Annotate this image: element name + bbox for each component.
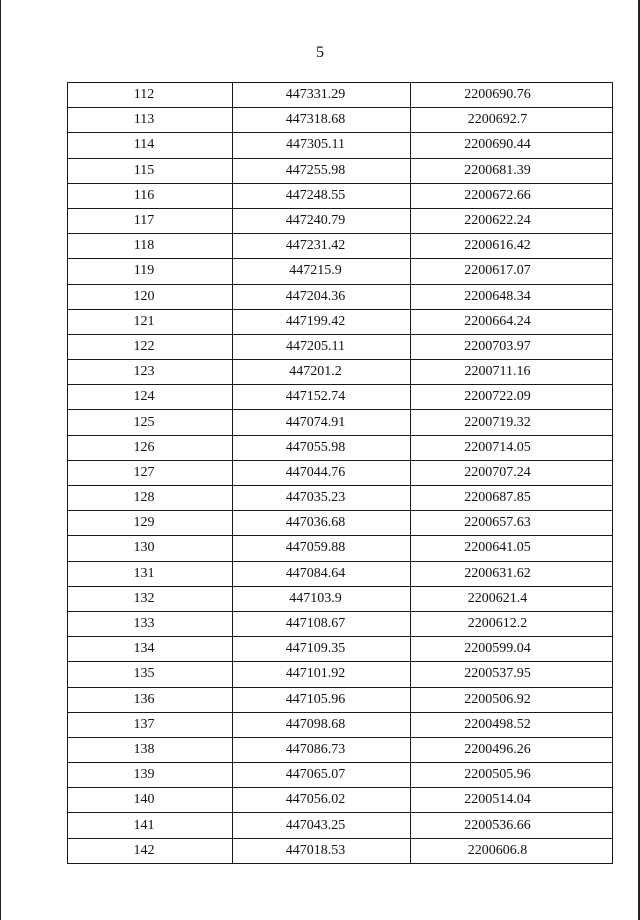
point-number-cell: 126 <box>68 435 233 460</box>
y-coordinate-cell: 2200622.24 <box>411 208 613 233</box>
x-coordinate-cell: 447331.29 <box>233 83 411 108</box>
point-number-cell: 123 <box>68 360 233 385</box>
x-coordinate-cell: 447152.74 <box>233 385 411 410</box>
point-number-cell: 132 <box>68 586 233 611</box>
y-coordinate-cell: 2200672.66 <box>411 183 613 208</box>
table-row <box>68 410 613 435</box>
x-coordinate-cell: 447103.9 <box>233 586 411 611</box>
x-coordinate-cell: 447059.88 <box>233 536 411 561</box>
y-coordinate-cell: 2200612.2 <box>411 611 613 636</box>
point-number-cell: 119 <box>68 259 233 284</box>
x-coordinate-cell: 447255.98 <box>233 158 411 183</box>
table-row <box>68 712 613 737</box>
y-coordinate-cell: 2200690.44 <box>411 133 613 158</box>
y-coordinate-cell: 2200703.97 <box>411 334 613 359</box>
table-row <box>68 183 613 208</box>
table-row <box>68 662 613 687</box>
point-number-cell: 113 <box>68 108 233 133</box>
y-coordinate-cell: 2200722.09 <box>411 385 613 410</box>
page-number: 5 <box>316 44 324 61</box>
x-coordinate-cell: 447105.96 <box>233 687 411 712</box>
y-coordinate-cell: 2200514.04 <box>411 788 613 813</box>
y-coordinate-cell: 2200648.34 <box>411 284 613 309</box>
x-coordinate-cell: 447108.67 <box>233 611 411 636</box>
table-row <box>68 259 613 284</box>
x-coordinate-cell: 447231.42 <box>233 234 411 259</box>
x-coordinate-cell: 447199.42 <box>233 309 411 334</box>
table-body <box>68 83 613 864</box>
point-number-cell: 129 <box>68 511 233 536</box>
x-coordinate-cell: 447086.73 <box>233 737 411 762</box>
x-coordinate-cell: 447018.53 <box>233 838 411 863</box>
table-row <box>68 385 613 410</box>
point-number-cell: 138 <box>68 737 233 762</box>
table-row <box>68 586 613 611</box>
x-coordinate-cell: 447240.79 <box>233 208 411 233</box>
point-number-cell: 122 <box>68 334 233 359</box>
point-number-cell: 142 <box>68 838 233 863</box>
table-row <box>68 360 613 385</box>
x-coordinate-cell: 447109.35 <box>233 637 411 662</box>
table-row <box>68 435 613 460</box>
y-coordinate-cell: 2200719.32 <box>411 410 613 435</box>
y-coordinate-cell: 2200641.05 <box>411 536 613 561</box>
y-coordinate-cell: 2200657.63 <box>411 511 613 536</box>
point-number-cell: 124 <box>68 385 233 410</box>
point-number-cell: 136 <box>68 687 233 712</box>
y-coordinate-cell: 2200711.16 <box>411 360 613 385</box>
x-coordinate-cell: 447248.55 <box>233 183 411 208</box>
point-number-cell: 141 <box>68 813 233 838</box>
table-row <box>68 536 613 561</box>
point-number-cell: 117 <box>68 208 233 233</box>
y-coordinate-cell: 2200606.8 <box>411 838 613 863</box>
table-row <box>68 838 613 863</box>
table-row <box>68 83 613 108</box>
scan-edge-left <box>0 0 1 920</box>
y-coordinate-cell: 2200681.39 <box>411 158 613 183</box>
y-coordinate-cell: 2200664.24 <box>411 309 613 334</box>
table-row <box>68 737 613 762</box>
y-coordinate-cell: 2200496.26 <box>411 737 613 762</box>
point-number-cell: 128 <box>68 486 233 511</box>
point-number-cell: 121 <box>68 309 233 334</box>
y-coordinate-cell: 2200506.92 <box>411 687 613 712</box>
x-coordinate-cell: 447043.25 <box>233 813 411 838</box>
table-row <box>68 813 613 838</box>
x-coordinate-cell: 447036.68 <box>233 511 411 536</box>
x-coordinate-cell: 447101.92 <box>233 662 411 687</box>
y-coordinate-cell: 2200505.96 <box>411 763 613 788</box>
y-coordinate-cell: 2200687.85 <box>411 486 613 511</box>
x-coordinate-cell: 447305.11 <box>233 133 411 158</box>
y-coordinate-cell: 2200498.52 <box>411 712 613 737</box>
table-row <box>68 133 613 158</box>
y-coordinate-cell: 2200690.76 <box>411 83 613 108</box>
point-number-cell: 140 <box>68 788 233 813</box>
point-number-cell: 120 <box>68 284 233 309</box>
table-row <box>68 234 613 259</box>
x-coordinate-cell: 447044.76 <box>233 460 411 485</box>
x-coordinate-cell: 447098.68 <box>233 712 411 737</box>
point-number-cell: 130 <box>68 536 233 561</box>
x-coordinate-cell: 447201.2 <box>233 360 411 385</box>
y-coordinate-cell: 2200692.7 <box>411 108 613 133</box>
table-row <box>68 334 613 359</box>
y-coordinate-cell: 2200631.62 <box>411 561 613 586</box>
x-coordinate-cell: 447318.68 <box>233 108 411 133</box>
table-row <box>68 284 613 309</box>
table-row <box>68 460 613 485</box>
point-number-cell: 114 <box>68 133 233 158</box>
x-coordinate-cell: 447065.07 <box>233 763 411 788</box>
coordinates-table <box>67 82 613 864</box>
y-coordinate-cell: 2200616.42 <box>411 234 613 259</box>
point-number-cell: 137 <box>68 712 233 737</box>
x-coordinate-cell: 447204.36 <box>233 284 411 309</box>
table-row <box>68 763 613 788</box>
y-coordinate-cell: 2200599.04 <box>411 637 613 662</box>
y-coordinate-cell: 2200617.07 <box>411 259 613 284</box>
point-number-cell: 131 <box>68 561 233 586</box>
table-row <box>68 637 613 662</box>
point-number-cell: 133 <box>68 611 233 636</box>
y-coordinate-cell: 2200621.4 <box>411 586 613 611</box>
point-number-cell: 116 <box>68 183 233 208</box>
y-coordinate-cell: 2200536.66 <box>411 813 613 838</box>
point-number-cell: 134 <box>68 637 233 662</box>
x-coordinate-cell: 447074.91 <box>233 410 411 435</box>
y-coordinate-cell: 2200707.24 <box>411 460 613 485</box>
table-row <box>68 108 613 133</box>
point-number-cell: 115 <box>68 158 233 183</box>
x-coordinate-cell: 447205.11 <box>233 334 411 359</box>
table-row <box>68 486 613 511</box>
table-row <box>68 561 613 586</box>
table-row <box>68 309 613 334</box>
table-row <box>68 511 613 536</box>
table-row <box>68 788 613 813</box>
x-coordinate-cell: 447215.9 <box>233 259 411 284</box>
table-row <box>68 208 613 233</box>
x-coordinate-cell: 447055.98 <box>233 435 411 460</box>
point-number-cell: 139 <box>68 763 233 788</box>
table-row <box>68 158 613 183</box>
y-coordinate-cell: 2200714.05 <box>411 435 613 460</box>
y-coordinate-cell: 2200537.95 <box>411 662 613 687</box>
point-number-cell: 125 <box>68 410 233 435</box>
point-number-cell: 135 <box>68 662 233 687</box>
point-number-cell: 112 <box>68 83 233 108</box>
point-number-cell: 118 <box>68 234 233 259</box>
point-number-cell: 127 <box>68 460 233 485</box>
table-row <box>68 687 613 712</box>
x-coordinate-cell: 447084.64 <box>233 561 411 586</box>
table-row <box>68 611 613 636</box>
x-coordinate-cell: 447056.02 <box>233 788 411 813</box>
x-coordinate-cell: 447035.23 <box>233 486 411 511</box>
